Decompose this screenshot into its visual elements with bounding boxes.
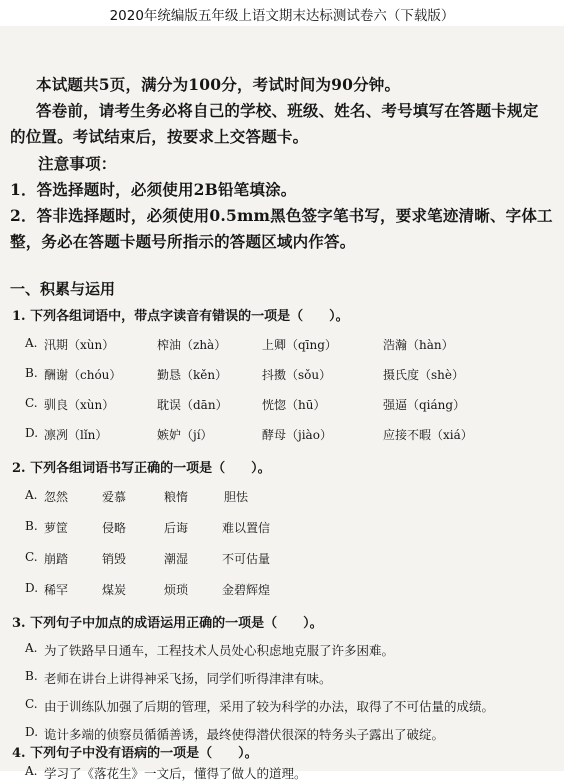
- intro-line-3: 的位置。考试结束后，按要求上交答题卡。: [10, 127, 309, 146]
- q1-option-label: D.: [25, 426, 39, 440]
- q1-cell: 酬谢（chóu）: [44, 368, 122, 382]
- q2-cell: 潮湿: [164, 552, 189, 566]
- q3-option-text: 由于训练队加强了后期的管理，采用了较为科学的办法，取得了不可估量的成绩。: [44, 699, 495, 714]
- q1-cell: 抖擞（sǒu）: [262, 368, 332, 382]
- exam-sheet: [0, 26, 564, 781]
- q1-cell: 强逼（qiáng）: [383, 398, 466, 412]
- notice-1: 1．答选择题时，必须使用2B铅笔填涂。: [10, 180, 297, 199]
- q2-cell: 崩踏: [44, 552, 69, 566]
- q3-option-text: 为了铁路早日通车，工程技术人员处心积虑地克服了许多困难。: [44, 643, 395, 658]
- q1-cell: 摄氏度（shè）: [383, 368, 464, 382]
- q2-cell: 稀罕: [44, 583, 69, 597]
- q2-option-label: A.: [25, 488, 38, 502]
- notice-2b: 整，务必在答题卡题号所指示的答题区域内作答。: [10, 232, 356, 251]
- section-title: 一、积累与运用: [10, 280, 116, 298]
- q1-option-label: C.: [25, 396, 38, 410]
- q3-option-text: 诡计多端的侦察员循循善诱，最终使得潜伏很深的特务头子露出了破绽。: [44, 727, 445, 742]
- q1-cell: 凛冽（lǐn）: [44, 428, 108, 442]
- q1-option-label: B.: [25, 366, 38, 380]
- q3-option-text: 老师在讲台上讲得神采飞扬，同学们听得津津有味。: [44, 671, 332, 686]
- q3-option-label: B.: [25, 669, 38, 683]
- intro-line-2: 答卷前，请考生务必将自己的学校、班级、姓名、考号填写在答题卡规定: [36, 101, 539, 120]
- q1-cell: 耽误（dān）: [157, 398, 228, 412]
- q2-cell: 煤炭: [102, 583, 127, 597]
- q2-cell: 后诲: [164, 521, 189, 535]
- q1-cell: 浩瀚（hàn）: [383, 338, 454, 352]
- q1-cell: 上卿（qīng）: [262, 338, 337, 352]
- q2-cell: 粮惰: [164, 490, 189, 504]
- q1-cell: 汛期（xùn）: [44, 338, 115, 352]
- q3-option-label: C.: [25, 697, 38, 711]
- q2-cell: 销毁: [102, 552, 127, 566]
- q1-cell: 勤恳（kěn）: [157, 368, 228, 382]
- q2-cell: 不可估量: [222, 552, 271, 566]
- q3-option-label: D.: [25, 725, 39, 739]
- notice-2a: 2．答非选择题时，必须使用0.5mm黑色签字笔书写，要求笔迹清晰、字体工: [10, 206, 553, 225]
- q2-cell: 难以置信: [222, 521, 271, 535]
- q2-cell: 爱慕: [102, 490, 127, 504]
- question-4-stem: 4. 下列句子中没有语病的一项是（ ）。: [12, 746, 258, 761]
- q1-cell: 酵母（jiào）: [262, 428, 332, 442]
- notice-title: 注意事项：: [38, 154, 117, 173]
- question-2-stem: 2. 下列各组词语书写正确的一项是（ ）。: [12, 461, 271, 476]
- q1-cell: 驯良（xùn）: [44, 398, 115, 412]
- question-1-stem: 1. 下列各组词语中，带点字读音有错误的一项是（ ）。: [12, 309, 349, 324]
- question-3-stem: 3. 下列句子中加点的成语运用正确的一项是（ ）。: [12, 616, 323, 631]
- q2-option-label: C.: [25, 550, 38, 564]
- q2-option-label: D.: [25, 581, 39, 595]
- q2-cell: 忽然: [44, 490, 69, 504]
- q1-cell: 应接不暇（xiá）: [383, 428, 473, 442]
- q2-option-label: B.: [25, 519, 38, 533]
- q3-option-label: A.: [25, 641, 38, 655]
- q1-cell: 恍惚（hū）: [262, 398, 326, 412]
- q2-cell: 烦琐: [164, 583, 189, 597]
- q2-cell: 萝筐: [44, 521, 69, 535]
- q2-cell: 侵略: [102, 521, 127, 535]
- q2-cell: 金碧辉煌: [222, 583, 271, 597]
- page-title: 2020年统编版五年级上语文期末达标测试卷六（下载版）: [109, 8, 455, 24]
- q1-option-label: A.: [25, 336, 38, 350]
- q4-option-text: 学习了《落花生》一文后，懂得了做人的道理。: [44, 766, 307, 781]
- q2-cell: 胆怯: [224, 490, 249, 504]
- intro-line-1: 本试题共5页，满分为100分，考试时间为90分钟。: [36, 75, 401, 94]
- q4-option-label: A.: [25, 764, 38, 778]
- q1-cell: 嫉妒（jí）: [157, 428, 213, 442]
- q1-cell: 榨油（zhà）: [157, 338, 227, 352]
